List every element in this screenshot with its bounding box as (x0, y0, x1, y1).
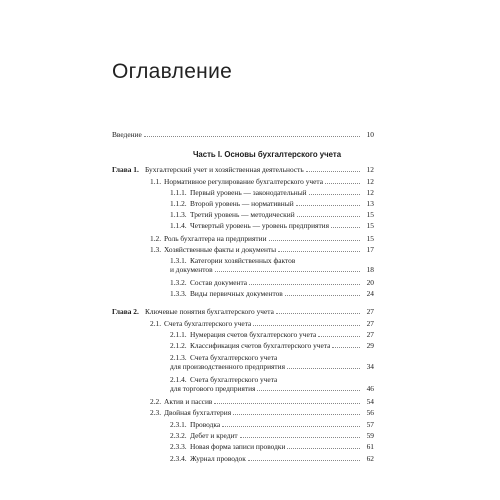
toc-subsection[interactable] (170, 221, 374, 230)
chapter-label: Глава 2. (112, 307, 139, 316)
toc-subsection[interactable] (170, 256, 374, 265)
toc-entry-title: Нормативное регулирование бухгалтерского учета (164, 177, 324, 186)
dot-leader (325, 183, 360, 184)
toc-page-number: 29 (366, 341, 374, 350)
toc-entry-title: Категории хозяйственных фактов (190, 256, 296, 265)
toc-page-number: 13 (366, 199, 374, 208)
dot-leader (249, 284, 360, 285)
section-number: 1.3. (150, 245, 162, 254)
toc-entry-title: Виды первичных документов (190, 289, 283, 298)
toc-chapter[interactable] (112, 307, 374, 316)
subsection-number: 2.3.3. (170, 442, 187, 451)
toc-page-number: 57 (366, 420, 374, 429)
toc-page-number: 62 (366, 454, 374, 463)
toc-page-number: 10 (366, 130, 374, 139)
toc-entry-title: Актив и пассив (164, 397, 213, 406)
dot-leader (144, 136, 360, 137)
toc-page-number: 15 (366, 210, 374, 219)
section-number: 2.2. (150, 397, 162, 406)
toc-page-number: 34 (366, 362, 374, 371)
toc-subsection-continued[interactable] (170, 384, 374, 393)
dot-leader (287, 368, 360, 369)
toc-subsection[interactable] (170, 341, 374, 350)
dot-leader (240, 437, 360, 438)
toc-page-number: 15 (366, 221, 374, 230)
section-number: 2.3. (150, 408, 162, 417)
toc-entry-title: Нумерация счетов бухгалтерского учета (190, 330, 317, 339)
toc-subsection[interactable] (170, 278, 374, 287)
toc-entry-title: Классификация счетов бухгалтерского учета (190, 341, 331, 350)
subsection-number: 2.1.2. (170, 341, 187, 350)
toc-entry-title: Второй уровень — нормативный (190, 199, 294, 208)
subsection-number: 1.3.3. (170, 289, 187, 298)
toc-entry-title: Новая форма записи проводки (190, 442, 286, 451)
dot-leader (306, 171, 360, 172)
toc-entry-title: Хозяйственные факты и документы (164, 245, 277, 254)
subsection-number: 2.1.3. (170, 353, 187, 362)
dot-leader (276, 313, 360, 314)
dot-leader (233, 414, 360, 415)
toc-entry-title: Счета бухгалтерского учета (190, 353, 278, 362)
dot-leader (309, 194, 360, 195)
toc-page-number: 20 (366, 278, 374, 287)
toc-subsection-continued[interactable] (170, 362, 374, 371)
toc-section[interactable] (150, 234, 374, 243)
dot-leader (269, 240, 360, 241)
toc-subsection[interactable] (170, 330, 374, 339)
toc-entry-title: Четвертый уровень — уровень предприятия (190, 221, 330, 230)
toc-page-number: 27 (366, 319, 374, 328)
toc-entry-title: Проводка (190, 420, 221, 429)
toc-entry-title: Журнал проводок (190, 454, 246, 463)
dot-leader (215, 271, 360, 272)
toc-entry-title: Введение (112, 130, 142, 139)
toc-entry-title: Роль бухгалтера на предприятии (164, 234, 267, 243)
subsection-number: 2.3.1. (170, 420, 187, 429)
dot-leader (296, 205, 360, 206)
toc-entry-title: Первый уровень — законодательный (190, 188, 307, 197)
toc-subsection[interactable] (170, 431, 374, 440)
dot-leader (331, 227, 360, 228)
toc-page-number: 17 (366, 245, 374, 254)
toc-entry-title: Состав документа (190, 278, 248, 287)
toc-subsection[interactable] (170, 353, 374, 362)
toc-section[interactable] (150, 408, 374, 417)
toc-page-number: 18 (366, 265, 374, 274)
dot-leader (285, 295, 360, 296)
toc-section[interactable] (150, 177, 374, 186)
toc-page-number: 54 (366, 397, 374, 406)
dot-leader (257, 390, 360, 391)
toc-subsection[interactable] (170, 420, 374, 429)
dot-leader (332, 347, 360, 348)
toc-entry-title: Бухгалтерский учет и хозяйственная деятельность (145, 165, 304, 174)
toc-subsection[interactable] (170, 289, 374, 298)
toc-subsection[interactable] (170, 454, 374, 463)
toc-entry-title: Ключевые понятия бухгалтерского учета (145, 307, 274, 316)
dot-leader (214, 403, 360, 404)
dot-leader (248, 460, 360, 461)
part-heading: Часть I. Основы бухгалтерского учета (192, 150, 342, 159)
toc-page-number: 46 (366, 384, 374, 393)
toc-page-number: 27 (366, 330, 374, 339)
toc-page-number: 12 (366, 165, 374, 174)
dot-leader (278, 251, 360, 252)
toc-page-number: 59 (366, 431, 374, 440)
subsection-number: 1.1.1. (170, 188, 187, 197)
toc-subsection-continued[interactable] (170, 265, 374, 274)
toc-section[interactable] (150, 319, 374, 328)
subsection-number: 2.1.4. (170, 375, 187, 384)
dot-leader (253, 325, 360, 326)
toc-subsection[interactable] (170, 375, 374, 384)
toc-page-number: 56 (366, 408, 374, 417)
dot-leader (297, 216, 360, 217)
toc-entry-title-line2: для торгового предприятия (170, 384, 256, 393)
toc-section[interactable] (150, 245, 374, 254)
toc-page-number: 27 (366, 307, 374, 316)
dot-leader (318, 336, 360, 337)
chapter-label: Глава 1. (112, 165, 139, 174)
dot-leader (287, 448, 360, 449)
subsection-number: 1.3.2. (170, 278, 187, 287)
subsection-number: 1.1.4. (170, 221, 187, 230)
toc-subsection[interactable] (170, 199, 374, 208)
section-number: 1.2. (150, 234, 162, 243)
toc-page-number: 61 (366, 442, 374, 451)
toc-entry-intro[interactable] (112, 130, 374, 139)
section-number: 2.1. (150, 319, 162, 328)
toc-subsection[interactable] (170, 210, 374, 219)
toc-subsection[interactable] (170, 442, 374, 451)
toc-entry-title: Счета бухгалтерского учета (190, 375, 278, 384)
toc-section[interactable] (150, 397, 374, 406)
toc-entry-title-line2: и документов (170, 265, 213, 274)
dot-leader (222, 426, 360, 427)
toc-entry-title: Счета бухгалтерского учета (164, 319, 252, 328)
toc-page-number: 12 (366, 177, 374, 186)
toc-page-number: 24 (366, 289, 374, 298)
toc-chapter[interactable] (112, 165, 374, 174)
toc-subsection[interactable] (170, 188, 374, 197)
toc-entry-title: Третий уровень — методический (190, 210, 295, 219)
subsection-number: 1.1.3. (170, 210, 187, 219)
subsection-number: 1.3.1. (170, 256, 187, 265)
subsection-number: 2.3.2. (170, 431, 187, 440)
toc-page-number: 15 (366, 234, 374, 243)
toc-entry-title: Дебет и кредит (190, 431, 238, 440)
subsection-number: 1.1.2. (170, 199, 187, 208)
toc-entry-title: Двойная бухгалтерия (164, 408, 232, 417)
subsection-number: 2.1.1. (170, 330, 187, 339)
toc-page-number: 12 (366, 188, 374, 197)
page-title: Оглавление (112, 60, 233, 83)
toc-entry-title-line2: для производственного предприятия (170, 362, 286, 371)
subsection-number: 2.3.4. (170, 454, 187, 463)
section-number: 1.1. (150, 177, 162, 186)
